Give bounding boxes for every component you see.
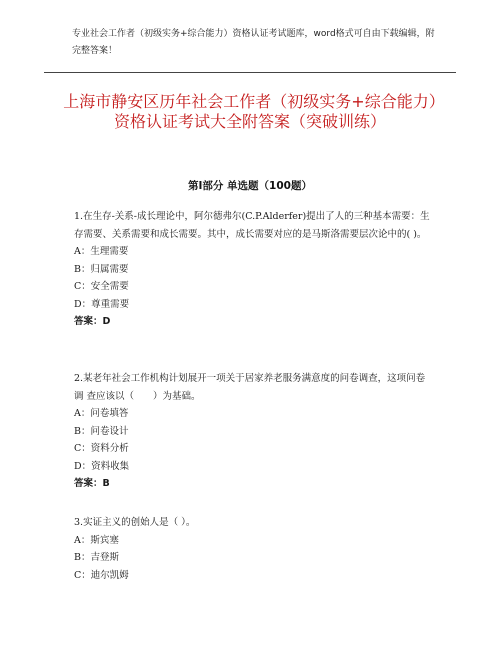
option-a: A：问卷填答 (74, 408, 129, 419)
option-c: C：资料分析 (74, 443, 129, 454)
question-stem: 2.某老年社会工作机构计划展开一项关于居家养老服务满意度的问卷调查，这项问卷调 查应该以（ ）为基础。 (74, 373, 426, 402)
question-1 (74, 208, 434, 331)
option-d: D：资料收集 (74, 460, 130, 472)
header-note: 专业社会工作者（初级实务+综合能力）资格认证考试题库，word格式可自由下载编辑，附完整答案！ (72, 29, 435, 56)
option-b: B：归属需要 (74, 263, 129, 275)
question-3 (74, 514, 434, 584)
question-stem: 1.在生存-关系-成长理论中，阿尔德弗尔(C.P.Alderfer)提出了人的三种基本需要：生存需要、关系需要和成长需要。其中，成长需要对应的是马斯洛需要层次论中的( )。 (74, 211, 430, 240)
option-c: C：迪尔凯姆 (74, 569, 129, 581)
option-b: B：吉登斯 (74, 552, 119, 563)
option-d: D：尊重需要 (74, 298, 130, 310)
option-a: A：斯宾塞 (74, 534, 119, 546)
option-a: A：生理需要 (74, 246, 129, 257)
option-c: C：安全需要 (74, 281, 129, 292)
header-divider (44, 72, 456, 73)
question-2 (74, 370, 434, 493)
answer-label: 答案：B (74, 478, 110, 489)
option-b: B：问卷设计 (74, 425, 129, 437)
question-stem: 3.实证主义的创始人是（ ）。 (74, 517, 196, 528)
document-title: 上海市静安区历年社会工作者（初级实务+综合能力）资格认证考试大全附答案（突破训练） (63, 92, 437, 131)
section-title: 第Ⅰ部分 单选题（100题） (188, 180, 312, 192)
answer-label: 答案：D (74, 316, 111, 327)
